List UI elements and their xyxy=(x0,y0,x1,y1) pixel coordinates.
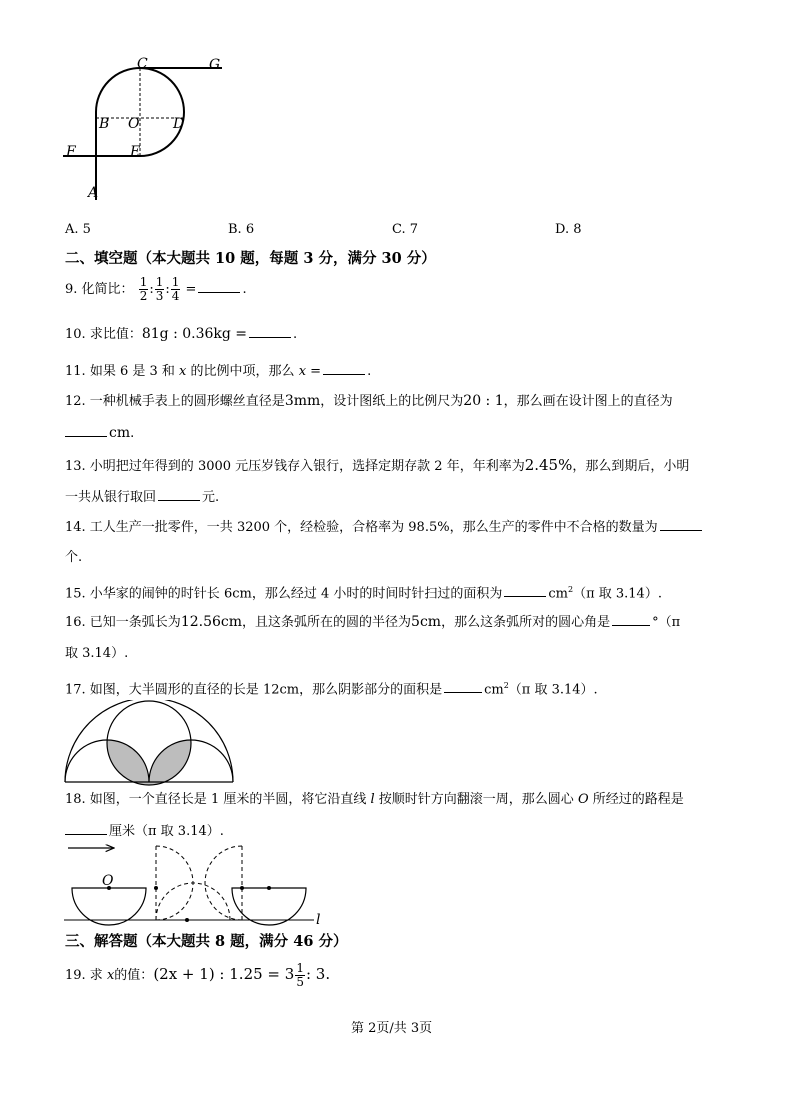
question-14: 14. 工人生产一批零件，一共 3200 个，经检验，合格率为 98.5%，那么生产的零件中不合格的数量为 xyxy=(65,518,704,537)
page-footer: 第 2页/共 3页 xyxy=(351,1021,433,1036)
label-G: G xyxy=(209,57,221,73)
label-F: F xyxy=(66,144,76,160)
fraction-19: $\frac{1}{5}$ xyxy=(296,961,304,989)
question-9: 9. 化简比： $\frac{1}{2}$ : $\frac{1}{3}$ : $\frac{1}{4}$ = . xyxy=(65,275,247,303)
label-l-fig18: l xyxy=(316,912,321,928)
answer-blank-18[interactable] xyxy=(65,822,107,835)
question-19: 19. 求 x的值：(2x + 1) : 1.25 = 3 $\frac{1}{5}$ : 3. xyxy=(65,961,331,989)
choice-a[interactable]: A. 5 xyxy=(65,222,91,237)
answer-blank-11[interactable] xyxy=(323,362,365,375)
fraction-2: $\frac{1}{3}$ xyxy=(155,275,164,303)
question-13-line2: 一共从银行取回 元. xyxy=(65,490,220,505)
label-E: E xyxy=(130,144,141,160)
track-figure xyxy=(60,55,230,205)
semicircle-figure xyxy=(62,700,238,786)
answer-blank-14[interactable] xyxy=(660,518,702,531)
fraction-1: $\frac{1}{2}$ xyxy=(139,275,148,303)
question-15: 15. 小华家的闹钟的时针长 6cm，那么经过 4 小时的时间时针扫过的面积为 $cm^2(\pi$ 取 3.14）. xyxy=(65,585,662,602)
question-13: 13. 小明把过年得到的 3000 元压岁钱存入银行，选择定期存款 2 年，年利率为2.45%，那么到期后，小明 xyxy=(65,456,690,474)
question-18: 18. 如图，一个直径长是 1 厘米的半圆，将它沿直线 l 按顺时针方向翻滚一周，那么圆心 O 所经过的路程是 xyxy=(65,792,684,807)
label-B: B xyxy=(99,116,110,132)
label-C: C xyxy=(137,56,148,72)
question-12: 12. 一种机械手表上的圆形螺丝直径是3mm，设计图纸上的比例尺为20 : 1，那么画在设计图上的直径为 xyxy=(65,393,673,409)
answer-blank-15[interactable] xyxy=(504,584,546,597)
label-A: A xyxy=(88,185,99,201)
question-10: 10. 求比值：81g : 0.36kg = . xyxy=(65,326,298,342)
label-O-fig18: O xyxy=(102,873,114,889)
label-D: D xyxy=(173,116,185,132)
answer-blank-9[interactable] xyxy=(198,280,240,293)
question-11: 11. 如果 6 是 3 和 x 的比例中项，那么 x = . xyxy=(65,364,372,379)
answer-blank-16[interactable] xyxy=(612,613,650,626)
answer-blank-17[interactable] xyxy=(444,680,482,693)
section-2-title: 二、填空题（本大题共 10 题，每题 3 分，满分 30 分） xyxy=(65,250,436,267)
question-14-line2: 个. xyxy=(65,550,83,565)
question-16: 16. 已知一条弧长为12.56cm，且这条弧所在的圆的半径为5cm，那么这条弧所对的圆心角是 °（π xyxy=(65,614,681,630)
question-18-line2: 厘米（π 取 3.14）. xyxy=(65,822,224,841)
question-17: 17. 如图，大半圆形的直径的长是 12cm，那么阴影部分的面积是 $cm^2(\pi$ 取 3.14）. xyxy=(65,681,598,698)
section-3-title: 三、解答题（本大题共 8 题，满分 46 分） xyxy=(65,933,348,950)
question-12-line2: cm. xyxy=(65,424,134,443)
answer-blank-10[interactable] xyxy=(249,325,291,338)
label-O: O xyxy=(128,116,140,132)
choice-b[interactable]: B. 6 xyxy=(228,222,255,237)
question-16-line2: 取 3.14）. xyxy=(65,646,129,661)
fraction-3: $\frac{1}{4}$ xyxy=(171,275,180,303)
choice-d[interactable]: D. 8 xyxy=(555,222,582,237)
answer-blank-13[interactable] xyxy=(158,488,200,501)
choice-c[interactable]: C. 7 xyxy=(392,222,419,237)
answer-blank-12[interactable] xyxy=(65,424,107,437)
